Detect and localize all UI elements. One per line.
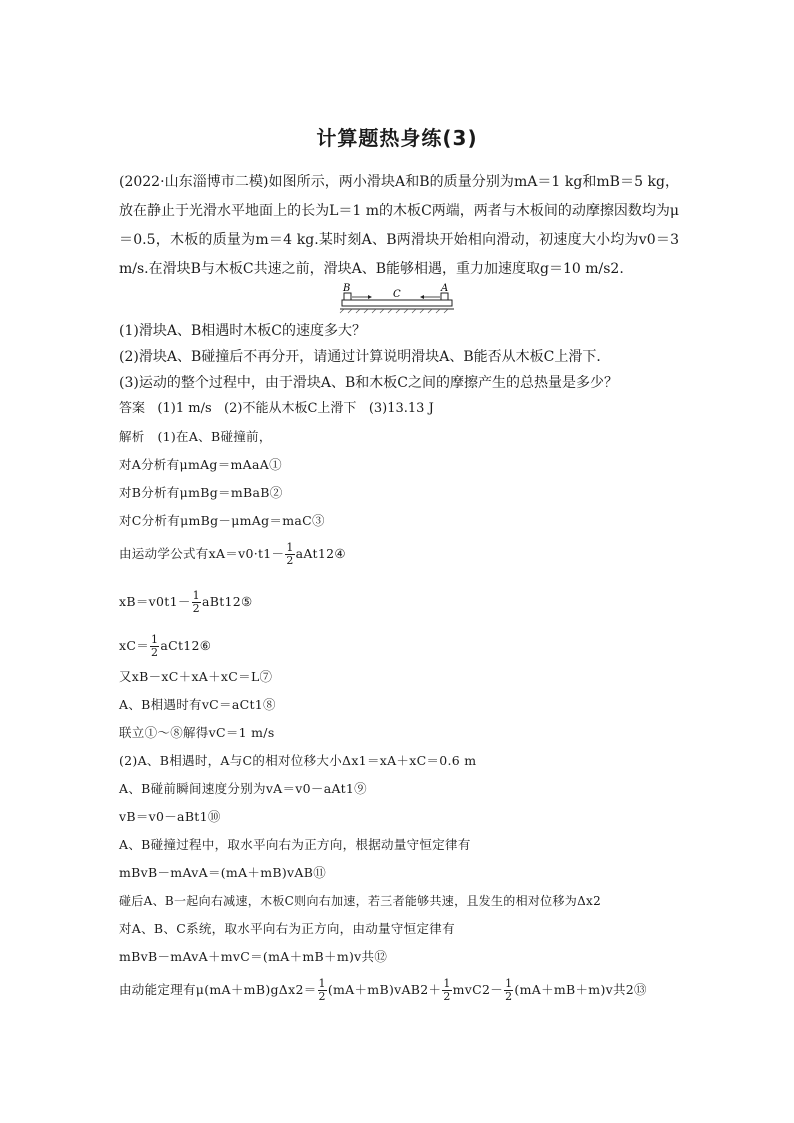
fraction-half: $\frac{1}{2}$	[505, 977, 513, 1003]
figure-label-c: C	[393, 289, 401, 300]
question-1: (1)滑块A、B相遇时木板C的速度多大？	[119, 323, 366, 339]
problem-statement	[119, 168, 679, 284]
solution-line-5: xB＝v0t1－ $\frac{1}{2}$ aBt12⑤	[119, 589, 253, 615]
question-2: (2)滑块A、B碰撞后不再分开，请通过计算说明滑块A、B能否从木板C上滑下．	[119, 349, 611, 365]
solution-line-7: 又xB－xC＋xA＋xC＝L⑦	[119, 669, 273, 684]
solution-line-9: 联立①～⑧解得vC＝1 m/s	[119, 725, 275, 740]
solution-line-8: A、B相遇时有vC＝aCt1⑧	[119, 697, 276, 712]
solution-line-12: vB＝v0－aBt1⑩	[119, 809, 221, 824]
solution-line-15: 碰后A、B一起向右减速，木板C则向右加速，若三者能够共速，且发生的相对位移为Δx2	[119, 894, 602, 908]
solution-line-2: 对B分析有μmBg＝mBaB②	[119, 485, 283, 500]
solution-intro-line	[119, 428, 699, 446]
fraction-half: $\frac{1}{2}$	[318, 977, 326, 1003]
page-title: 计算题热身练(3)	[316, 126, 478, 150]
fraction-half: $\frac{1}{2}$	[192, 589, 200, 615]
answer-1: (1)1 m/s	[157, 401, 212, 416]
fraction-half: $\frac{1}{2}$	[286, 541, 294, 567]
solution-line-17: mBvB－mAvA＋mvC＝(mA＋mB＋m)v共⑫	[119, 949, 388, 964]
solution-line-4: 由运动学公式有xA＝v0·t1－ $\frac{1}{2}$ aAt12④	[119, 541, 346, 567]
solution-line-18: 由动能定理有μ(mA＋mB)gΔx2＝ $\frac{1}{2}$ (mA＋mB)vAB2＋ $\frac{1}{2}$ mvC2－ $\frac{1}{2}$ (mA＋mB＋m)v共2⑬	[119, 977, 647, 1003]
figure-label-a: A	[441, 283, 449, 294]
solution-line-10: (2)A、B相遇时，A与C的相对位移大小Δx1＝xA＋xC＝0.6 m	[119, 753, 477, 768]
diagram-figure	[338, 280, 456, 316]
answer-label: 答案	[119, 401, 146, 416]
solution-intro: (1)在A、B碰撞前，	[157, 429, 272, 444]
fraction-half: $\frac{1}{2}$	[151, 633, 159, 659]
solution-line-14: mBvB－mAvA＝(mA＋mB)vAB⑪	[119, 865, 326, 880]
figure-label-b: B	[343, 283, 351, 294]
problem-source: (2022·山东淄博市二模)	[119, 174, 269, 190]
solution-line-1: 对A分析有μmAg＝mAaA①	[119, 457, 282, 472]
solution-line-6: xC＝ $\frac{1}{2}$ aCt12⑥	[119, 633, 212, 659]
solution-line-3: 对C分析有μmBg－μmAg＝maC③	[119, 513, 325, 528]
problem-text: 如图所示，两小滑块A和B的质量分别为mA＝1 kg和mB＝5 kg，放在静止于光滑水平地面上的长为L＝1 m的木板C两端，两者与木板间的动摩擦因数均为μ＝0.5，木板的质量为m＝4 kg.某时刻A、B两滑块开始相向滑动，初速度大小均为v0＝3 m/s.在滑块B与木板C共速之前，滑块A、B能够相遇，重力加速度取g＝10 m/s2.	[119, 174, 680, 277]
block-a-shape	[441, 293, 448, 300]
answer-line	[119, 398, 689, 420]
solution-line-16: 对A、B、C系统，取水平向右为正方向，由动量守恒定律有	[119, 921, 455, 936]
question-3: (3)运动的整个过程中，由于滑块A、B和木板C之间的摩擦产生的总热量是多少？	[119, 375, 618, 391]
fraction-half: $\frac{1}{2}$	[443, 977, 451, 1003]
answer-2: (2)不能从木板C上滑下	[224, 401, 357, 416]
ground-hatching	[340, 309, 448, 313]
answer-3: (3)13.13 J	[368, 401, 434, 416]
block-b-shape	[344, 293, 351, 300]
solution-line-13: A、B碰撞过程中，取水平向右为正方向，根据动量守恒定律有	[119, 837, 471, 852]
board-c-shape	[342, 300, 452, 306]
solution-line-11: A、B碰前瞬间速度分别为vA＝v0－aAt1⑨	[119, 781, 367, 796]
solution-label: 解析	[119, 429, 145, 444]
